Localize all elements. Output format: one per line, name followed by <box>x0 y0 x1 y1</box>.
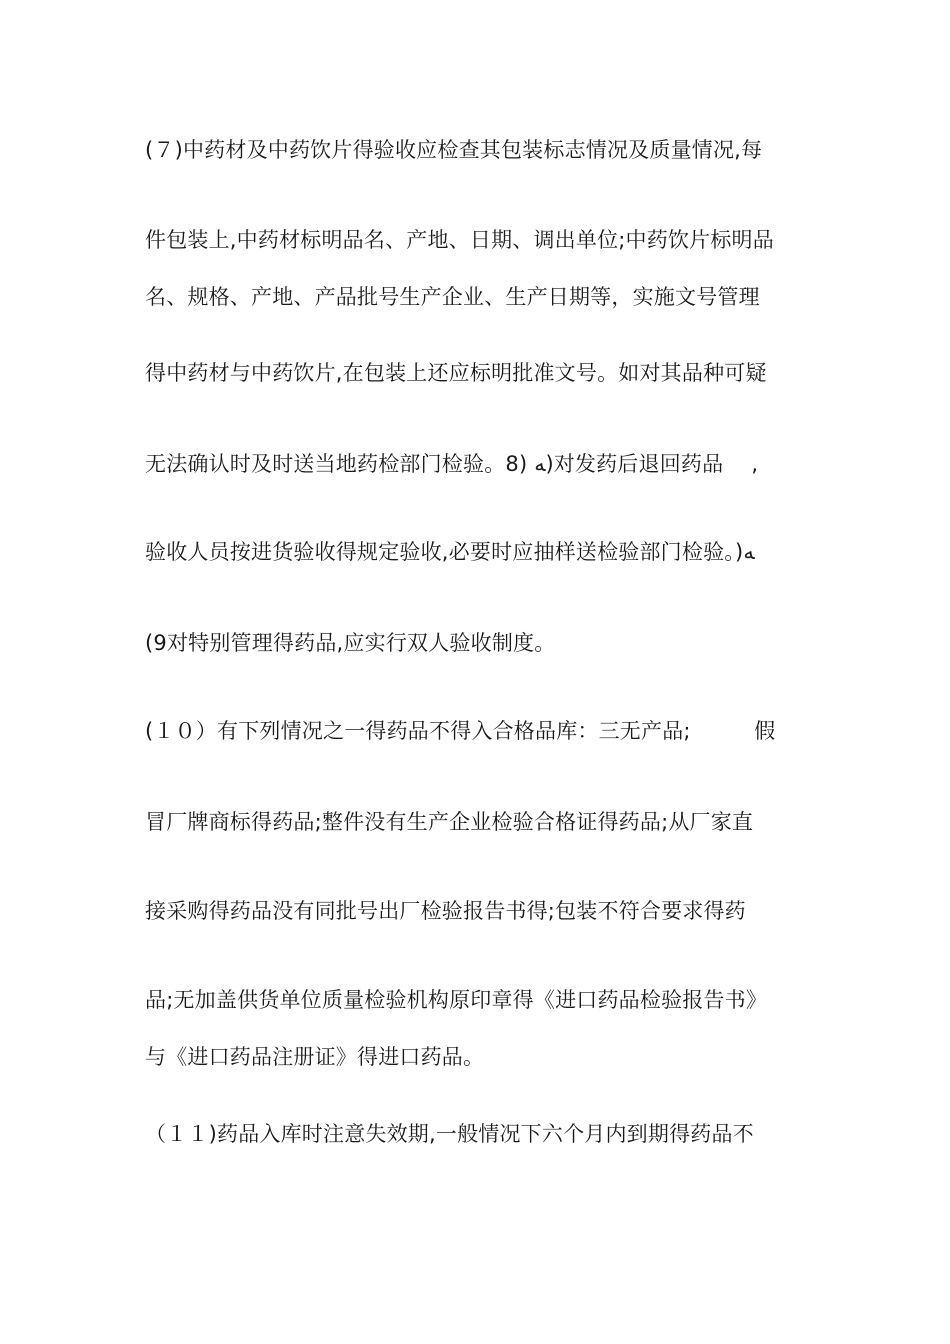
text-line: （１１)药品入库时注意失效期,一般情况下六个月内到期得药品不 <box>145 1122 754 1146</box>
text-line: (１０）有下列情况之一得药品不得入合格品库：三无产品; 假 <box>145 719 776 743</box>
text-line: (７)中药材及中药饮片得验收应检查其包装标志情况及质量情况,每 <box>145 138 763 162</box>
text-line: 接采购得药品没有同批号出厂检验报告书得;包装不符合要求得药 <box>145 899 746 923</box>
text-line: (9对特别管理得药品,应实行双人验收制度。 <box>145 631 556 655</box>
text-line: 无法确认时及时送当地药检部门检验。8) ﻪ)对发药后退回药品 , <box>145 452 759 476</box>
text-line: 验收人员按进货验收得规定验收,必要时应抽样送检验部门检验。)ﻪ <box>145 540 755 564</box>
text-line: 品;无加盖供货单位质量检验机构原印章得《进口药品检验报告书》 <box>145 988 768 1012</box>
text-line: 名、规格、产地、产品批号生产企业、生产日期等，实施文号管理 <box>145 285 760 309</box>
text-line: 得中药材与中药饮片,在包装上还应标明批准文号。如对其品种可疑 <box>145 361 767 385</box>
text-line: 件包装上,中药材标明品名、产地、日期、调出单位;中药饮片标明品 <box>145 228 774 252</box>
text-line: 与《进口药品注册证》得进口药品。 <box>145 1045 485 1069</box>
text-line: 冒厂牌商标得药品;整件没有生产企业检验合格证得药品;从厂家直 <box>145 810 754 834</box>
